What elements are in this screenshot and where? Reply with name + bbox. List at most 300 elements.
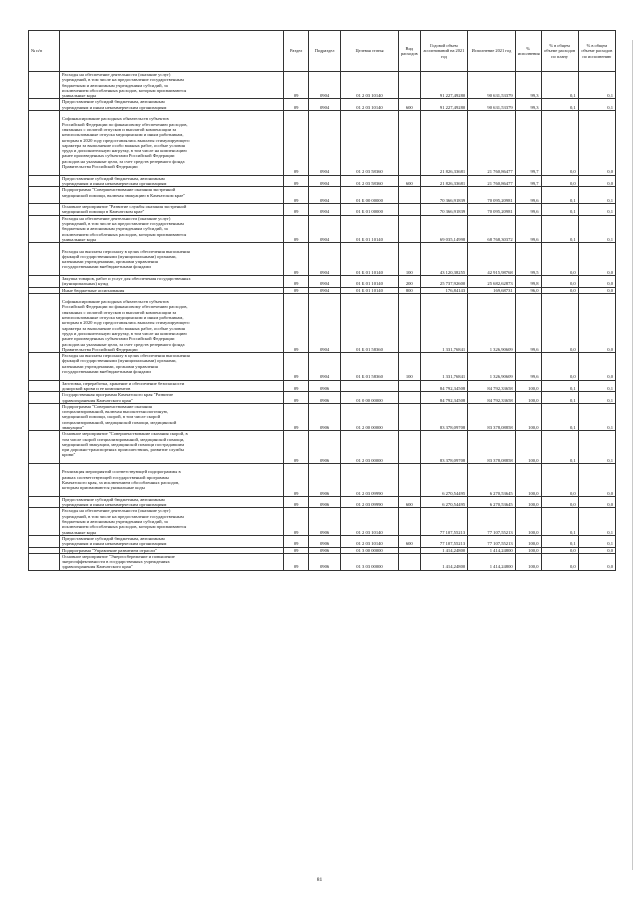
- description-line: труда и дополнительную нагрузку, в том числе на компенсацию: [62, 330, 187, 336]
- table-row: [29, 99, 616, 111]
- description-line: государственными внебюджетными фондами: [62, 264, 151, 270]
- table-row: [29, 392, 616, 404]
- description-line: [62, 374, 281, 379]
- row-exec-percent: 99,6: [515, 215, 541, 242]
- row-num-cell: [29, 496, 60, 508]
- description-line: учреждениям и иным некоммерческим организациям: [62, 541, 167, 547]
- row-exec-amount: 68 768,30372: [468, 215, 516, 242]
- row-exec-amount: 83 378,08858: [468, 403, 516, 430]
- row-share-exec: 0,1: [578, 215, 615, 242]
- row-exec-amount: 1 326,90609: [468, 353, 516, 380]
- description-line: учреждениям и иным некоммерческим организациям: [62, 180, 167, 186]
- description-line: Софинансирование расходных обязательств субъектов: [62, 116, 169, 122]
- row-exec-percent: 100,0: [515, 431, 541, 464]
- row-expense-kind: [398, 380, 420, 392]
- description-line: учреждений, в том числе на предоставление государственным: [62, 513, 184, 519]
- description-line: крови": [62, 452, 76, 458]
- description-line: Расходы на выплаты персоналу в целях обеспечения выполнения: [62, 248, 190, 254]
- table-row: [29, 496, 616, 508]
- row-expense-kind: 100: [398, 353, 420, 380]
- row-exec-amount: 77 107,55213: [468, 535, 516, 547]
- description-line: бюджетным и автономным учреждениям субсидий, за: [62, 226, 168, 232]
- header-plan: Годовой объем ассигнований на 2021 год: [420, 31, 468, 72]
- table-row: [29, 215, 616, 242]
- description-line: казенными учреждениями, органами управления: [62, 363, 158, 369]
- row-description: [60, 275, 284, 287]
- table-row: [29, 464, 616, 497]
- header-section: Раздел: [284, 31, 309, 72]
- row-share-plan: 0,1: [541, 380, 578, 392]
- description-line: том числе скорой специализированной, медицинской помощи,: [62, 436, 185, 442]
- row-share-exec: 0,0: [578, 464, 615, 497]
- row-description: [60, 99, 284, 111]
- row-subsection: 0904: [309, 353, 341, 380]
- row-target-article: 01 Б 01 10140: [341, 287, 399, 293]
- header-share-exec: % в общем объеме расходов по исполнению: [578, 31, 615, 72]
- row-section: 09: [284, 392, 309, 404]
- table-row: [29, 175, 616, 187]
- row-expense-kind: [398, 392, 420, 404]
- row-plan-amount: 69 035,14998: [420, 215, 468, 242]
- description-line: Государственная программа Камчатского края "Развитие: [62, 392, 174, 398]
- row-share-plan: 0,0: [541, 353, 578, 380]
- row-subsection: 0906: [309, 403, 341, 430]
- row-exec-amount: 1 326,90609: [468, 293, 516, 352]
- table-row: [29, 535, 616, 547]
- description-line: неиспользованные отпуска медицинским и иным работникам,: [62, 132, 184, 138]
- row-description: [60, 175, 284, 187]
- row-exec-percent: 96,0: [515, 287, 541, 293]
- description-line: медицинской помощи, скорой, в том числе скорой: [62, 414, 161, 420]
- description-line: Камчатского края, за исключением обособленных расходов,: [62, 479, 180, 485]
- description-line: которым в 2020 году предоставлялись выплаты стимулирующего: [62, 320, 190, 326]
- row-description: [60, 243, 284, 276]
- row-exec-amount: 21 760,86477: [468, 175, 516, 187]
- row-num-cell: [29, 111, 60, 176]
- row-exec-percent: 99,6: [515, 187, 541, 204]
- row-share-exec: 0,0: [578, 553, 615, 570]
- description-line: характера за выполнение особо важных работ, особые условия: [62, 325, 185, 331]
- row-exec-percent: 100,0: [515, 535, 541, 547]
- description-line: Заготовка, переработка, хранение и обеспечение безопасности: [62, 380, 185, 386]
- row-expense-kind: [398, 204, 420, 216]
- row-description: [60, 464, 284, 497]
- table-body: [29, 72, 616, 571]
- row-share-plan: 0,1: [541, 187, 578, 204]
- description-line: [62, 198, 281, 203]
- row-plan-amount: 83 378,09708: [420, 403, 468, 430]
- row-expense-kind: [398, 508, 420, 535]
- row-section: 09: [284, 496, 309, 508]
- row-subsection: 0904: [309, 72, 341, 99]
- row-share-exec: 0,1: [578, 99, 615, 111]
- description-line: учреждений, в том числе на предоставление государственным: [62, 221, 184, 227]
- table-row: [29, 353, 616, 380]
- row-share-exec: 0,1: [578, 72, 615, 99]
- row-share-plan: 0,1: [541, 392, 578, 404]
- row-target-article: 01 2 03 10140: [341, 535, 399, 547]
- description-line: бюджетным и автономным учреждениям субсидий, за: [62, 82, 168, 88]
- row-subsection: 0904: [309, 243, 341, 276]
- report-sheet: [28, 30, 616, 571]
- row-num-cell: [29, 243, 60, 276]
- row-target-article: 01 2 03 10140: [341, 99, 399, 111]
- row-subsection: 0906: [309, 392, 341, 404]
- row-num-cell: [29, 204, 60, 216]
- row-num-cell: [29, 464, 60, 497]
- row-target-article: 01 3 00 00000: [341, 547, 399, 553]
- row-share-exec: 0,1: [578, 535, 615, 547]
- row-num-cell: [29, 535, 60, 547]
- row-expense-kind: 100: [398, 243, 420, 276]
- row-subsection: 0904: [309, 175, 341, 187]
- row-description: [60, 293, 284, 352]
- table-row: [29, 508, 616, 535]
- description-line: Основное мероприятие "Развитие службы оказания экстренной: [62, 204, 187, 210]
- description-line: уникальные коды: [62, 93, 97, 99]
- row-share-plan: 0,1: [541, 535, 578, 547]
- row-share-exec: 0,1: [578, 204, 615, 216]
- description-line: специализированной, включая высокотехнологичную,: [62, 409, 169, 415]
- row-expense-kind: [398, 553, 420, 570]
- description-line: специализированной, медицинской помощи, медицинской: [62, 419, 177, 425]
- row-plan-amount: 77 107,55213: [420, 535, 468, 547]
- row-target-article: 01 Б 01 00000: [341, 204, 399, 216]
- row-expense-kind: [398, 215, 420, 242]
- page-number: 81: [316, 877, 323, 883]
- row-plan-amount: 25 737,92600: [420, 275, 468, 287]
- description-line: уникальные коды: [62, 529, 97, 535]
- row-subsection: 0906: [309, 508, 341, 535]
- row-num-cell: [29, 293, 60, 352]
- row-share-exec: 0,1: [578, 380, 615, 392]
- row-expense-kind: 600: [398, 99, 420, 111]
- row-plan-amount: 176,84143: [420, 287, 468, 293]
- row-share-exec: 0,0: [578, 287, 615, 293]
- description-line: донорской крови и ее компонентов: [62, 385, 131, 391]
- row-exec-amount: 70 095,20981: [468, 204, 516, 216]
- table-row: [29, 380, 616, 392]
- row-description: [60, 353, 284, 380]
- row-share-plan: 0,0: [541, 111, 578, 176]
- row-share-plan: 0,0: [541, 496, 578, 508]
- row-plan-amount: 6 270,54495: [420, 464, 468, 497]
- header-subsection: Подраздел: [309, 31, 341, 72]
- row-expense-kind: [398, 431, 420, 464]
- row-expense-kind: 200: [398, 275, 420, 287]
- row-section: 09: [284, 204, 309, 216]
- description-line: учреждениям и иным некоммерческим организациям: [62, 502, 167, 508]
- table-row: [29, 403, 616, 430]
- description-line: [62, 169, 281, 174]
- description-line: энергоэффективности в государственных учреждениях: [62, 559, 170, 565]
- description-line: [62, 491, 281, 496]
- row-subsection: 0904: [309, 287, 341, 293]
- row-target-article: [341, 380, 399, 392]
- table-row: [29, 111, 616, 176]
- description-line: уникальные коды: [62, 236, 97, 242]
- row-subsection: 0904: [309, 99, 341, 111]
- row-section: 09: [284, 111, 309, 176]
- row-plan-amount: 70 366,91839: [420, 204, 468, 216]
- row-expense-kind: [398, 464, 420, 497]
- description-line: Предоставление субсидий бюджетным, автономным: [62, 175, 165, 181]
- description-line: Правительства Российской Федерации: [62, 346, 138, 352]
- row-exec-percent: 99,6: [515, 353, 541, 380]
- description-line: здравоохранения Камчатского края": [62, 397, 133, 403]
- row-exec-percent: 99,3: [515, 72, 541, 99]
- row-exec-percent: 100,0: [515, 496, 541, 508]
- description-line: которым в 2020 году предоставлялись выплаты стимулирующего: [62, 137, 190, 143]
- row-exec-amount: 90 631,53379: [468, 72, 516, 99]
- row-expense-kind: 800: [398, 287, 420, 293]
- row-share-exec: 0,1: [578, 403, 615, 430]
- row-expense-kind: [398, 293, 420, 352]
- description-line: связанных с оплатой отпусков и выплатой компенсации за: [62, 126, 177, 132]
- row-exec-percent: 99,6: [515, 204, 541, 216]
- description-line: характера за выполнение особо важных работ, особые условия: [62, 142, 185, 148]
- row-subsection: 0904: [309, 293, 341, 352]
- row-num-cell: [29, 431, 60, 464]
- row-share-exec: 0,0: [578, 175, 615, 187]
- row-subsection: 0904: [309, 275, 341, 287]
- row-subsection: 0904: [309, 187, 341, 204]
- table-row: [29, 204, 616, 216]
- row-num-cell: [29, 553, 60, 570]
- table-header-row: [29, 31, 616, 72]
- row-description: [60, 111, 284, 176]
- row-target-article: 01 2 03 09990: [341, 464, 399, 497]
- row-exec-percent: 99,8: [515, 275, 541, 287]
- row-exec-amount: 21 760,86477: [468, 111, 516, 176]
- row-section: 09: [284, 275, 309, 287]
- description-line: труда и дополнительную нагрузку, в том числе на компенсацию: [62, 148, 187, 154]
- row-description: [60, 380, 284, 392]
- row-description: [60, 508, 284, 535]
- row-subsection: 0904: [309, 204, 341, 216]
- row-subsection: 0906: [309, 431, 341, 464]
- description-line: Расходы на выплаты персоналу в целях обеспечения выполнения: [62, 353, 190, 359]
- description-line: эвакуации": [62, 425, 84, 430]
- row-section: 09: [284, 293, 309, 352]
- description-line: Софинансирование расходных обязательств субъектов: [62, 299, 169, 305]
- row-exec-amount: 1 414,24800: [468, 547, 516, 553]
- row-section: 09: [284, 187, 309, 204]
- row-num-cell: [29, 392, 60, 404]
- row-subsection: 0904: [309, 215, 341, 242]
- description-line: казенными учреждениями, органами управления: [62, 259, 158, 265]
- row-num-cell: [29, 72, 60, 99]
- row-share-plan: 0,1: [541, 403, 578, 430]
- description-line: здравоохранения Камчатского края": [62, 564, 133, 570]
- row-plan-amount: 1 414,24800: [420, 547, 468, 553]
- row-section: 09: [284, 431, 309, 464]
- description-line: Реализация мероприятий соответствующей подпрограммы в: [62, 469, 181, 475]
- header-description: [60, 31, 284, 72]
- row-plan-amount: 21 826,33681: [420, 111, 468, 176]
- row-subsection: 0906: [309, 380, 341, 392]
- row-exec-amount: 42 915,98768: [468, 243, 516, 276]
- table-row: [29, 275, 616, 287]
- row-expense-kind: [398, 187, 420, 204]
- description-line: Предоставление субсидий бюджетным, автономным: [62, 535, 165, 541]
- description-line: связанных с оплатой отпусков и выплатой компенсации за: [62, 309, 177, 315]
- row-section: 09: [284, 508, 309, 535]
- row-target-article: 01 Б 00 00000: [341, 187, 399, 204]
- row-num-cell: [29, 275, 60, 287]
- row-exec-amount: 77 107,55213: [468, 508, 516, 535]
- row-num-cell: [29, 99, 60, 111]
- row-share-plan: 0,0: [541, 547, 578, 553]
- description-line: медицинской помощи, включая эвакуацию в Камчатском крае": [62, 192, 186, 198]
- description-line: расходов на указанные цели, за счет средств резервного фонда: [62, 341, 185, 347]
- row-target-article: 01 2 03 09990: [341, 496, 399, 508]
- table-row: [29, 243, 616, 276]
- row-share-exec: 0,0: [578, 293, 615, 352]
- row-exec-amount: 6 270,53645: [468, 464, 516, 497]
- row-exec-amount: 84 792,33658: [468, 392, 516, 404]
- row-target-article: 01 2 03 10140: [341, 72, 399, 99]
- row-section: 09: [284, 243, 309, 276]
- description-line: неиспользованные отпуска медицинским и иным работникам,: [62, 315, 184, 321]
- row-subsection: 0906: [309, 535, 341, 547]
- row-target-article: 01 Б 01 10140: [341, 243, 399, 276]
- row-share-exec: 0,1: [578, 431, 615, 464]
- row-plan-amount: 21 826,33681: [420, 175, 468, 187]
- table-row: [29, 293, 616, 352]
- row-share-plan: 0,1: [541, 508, 578, 535]
- row-exec-percent: 99,7: [515, 175, 541, 187]
- description-line: которым присваиваются уникальные коды: [62, 485, 145, 491]
- row-share-plan: 0,0: [541, 293, 578, 352]
- row-expense-kind: 600: [398, 496, 420, 508]
- row-num-cell: [29, 353, 60, 380]
- row-plan-amount: 84 792,34508: [420, 380, 468, 392]
- row-subsection: 0906: [309, 496, 341, 508]
- row-expense-kind: 600: [398, 535, 420, 547]
- row-section: 09: [284, 287, 309, 293]
- row-share-plan: 0,1: [541, 99, 578, 111]
- description-line: ранее произведенных субъектами Российской Федерации: [62, 336, 175, 342]
- table-row: [29, 547, 616, 553]
- scan-edge-line: [632, 40, 633, 870]
- row-section: 09: [284, 547, 309, 553]
- row-section: 09: [284, 403, 309, 430]
- row-description: [60, 392, 284, 404]
- row-exec-percent: 99,3: [515, 99, 541, 111]
- row-share-plan: 0,0: [541, 275, 578, 287]
- row-section: 09: [284, 215, 309, 242]
- description-line: Предоставление субсидий бюджетным, автономным: [62, 496, 165, 502]
- row-exec-amount: 90 631,53379: [468, 99, 516, 111]
- header-pct: % исполнения: [515, 31, 541, 72]
- row-section: 09: [284, 535, 309, 547]
- description-line: государственными внебюджетными фондами: [62, 369, 151, 375]
- description-line: Подпрограмма "Управление развитием отрасли": [62, 547, 157, 553]
- table-row: [29, 187, 616, 204]
- row-target-article: 01 2 03 10140: [341, 508, 399, 535]
- row-share-exec: 0,0: [578, 547, 615, 553]
- row-exec-percent: 100,0: [515, 464, 541, 497]
- table-row: [29, 431, 616, 464]
- row-plan-amount: 83 378,09708: [420, 431, 468, 464]
- header-kind: Вид расходов: [398, 31, 420, 72]
- description-line: функций государственными (муниципальными) органами,: [62, 253, 177, 259]
- description-line: Расходы на обеспечение деятельности (оказание услуг): [62, 215, 171, 221]
- description-line: Подпрограмма "Совершенствование оказания экстренной: [62, 187, 176, 193]
- row-target-article: 01 2 00 00000: [341, 403, 399, 430]
- row-share-exec: 0,0: [578, 111, 615, 176]
- row-section: 09: [284, 464, 309, 497]
- description-line: Расходы на обеспечение деятельности (оказание услуг): [62, 72, 171, 77]
- description-line: Правительства Российской Федерации: [62, 164, 138, 170]
- description-line: рамках соответствующей государственной программы: [62, 474, 169, 480]
- row-target-article: 01 3 03 00000: [341, 553, 399, 570]
- row-share-exec: 0,0: [578, 243, 615, 276]
- row-share-plan: 0,1: [541, 215, 578, 242]
- row-expense-kind: [398, 111, 420, 176]
- row-target-article: 01 0 00 00000: [341, 392, 399, 404]
- row-plan-amount: 70 366,91839: [420, 187, 468, 204]
- row-section: 09: [284, 99, 309, 111]
- header-share-plan: % в общем объеме расходов по плану: [541, 31, 578, 72]
- row-subsection: 0906: [309, 553, 341, 570]
- row-section: 09: [284, 380, 309, 392]
- row-exec-percent: 100,0: [515, 547, 541, 553]
- row-share-plan: 0,0: [541, 553, 578, 570]
- row-exec-amount: 1 414,24800: [468, 553, 516, 570]
- row-description: [60, 431, 284, 464]
- row-description: [60, 72, 284, 99]
- row-plan-amount: 43 120,38255: [420, 243, 468, 276]
- row-share-exec: 0,1: [578, 187, 615, 204]
- description-line: Российской Федерации по финансовому обеспечению расходов,: [62, 121, 188, 127]
- row-target-article: 01 2 03 58360: [341, 111, 399, 176]
- description-line: Иные бюджетные ассигнования: [62, 287, 125, 293]
- row-share-plan: 0,0: [541, 243, 578, 276]
- row-share-plan: 0,0: [541, 287, 578, 293]
- row-description: [60, 403, 284, 430]
- description-line: [62, 458, 281, 463]
- row-num-cell: [29, 215, 60, 242]
- row-share-exec: 0,0: [578, 496, 615, 508]
- row-target-article: 01 2 03 58360: [341, 175, 399, 187]
- row-share-plan: 0,0: [541, 464, 578, 497]
- row-plan-amount: 91 227,49280: [420, 99, 468, 111]
- description-line: (муниципальных) нужд: [62, 281, 109, 287]
- row-plan-amount: 77 107,55213: [420, 508, 468, 535]
- description-line: Закупка товаров, работ и услуг для обеспечения государственных: [62, 275, 191, 281]
- description-line: исключением обособленных расходов, которым присваиваются: [62, 87, 187, 93]
- row-share-exec: 0,1: [578, 508, 615, 535]
- row-expense-kind: 600: [398, 175, 420, 187]
- description-line: медицинской помощи в Камчатском крае": [62, 209, 145, 215]
- header-num: № п/п: [29, 31, 60, 72]
- row-num-cell: [29, 403, 60, 430]
- row-subsection: 0906: [309, 464, 341, 497]
- description-line: при дорожно-транспортных происшествиях, развитие службы: [62, 447, 184, 453]
- row-description: [60, 187, 284, 204]
- row-exec-percent: 100,0: [515, 403, 541, 430]
- row-target-article: 01 2 03 00000: [341, 431, 399, 464]
- description-line: учреждений, в том числе на предоставление государственным: [62, 77, 184, 83]
- description-line: Предоставление субсидий бюджетным, автономным: [62, 99, 165, 105]
- row-subsection: 0906: [309, 547, 341, 553]
- description-line: [62, 270, 281, 275]
- row-target-article: 01 Б 01 58360: [341, 353, 399, 380]
- row-exec-amount: 84 792,33658: [468, 380, 516, 392]
- row-share-plan: 0,1: [541, 204, 578, 216]
